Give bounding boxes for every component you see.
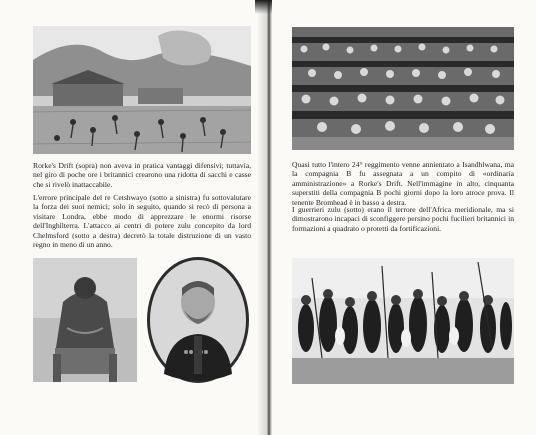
cetshwayo-portrait xyxy=(33,258,137,382)
caption-24th-regiment xyxy=(292,160,514,207)
right-page xyxy=(272,0,536,435)
caption-zulu-warriors xyxy=(292,205,514,233)
caption-cetshwayo-chelmsford xyxy=(33,193,251,249)
left-page xyxy=(0,0,266,435)
caption-regiment-text: Quasi tutto l'intero 24° reggimento venne annientato a Isandhlwana, ma la compagnia B fu assegnata a un compito di «ordinaria amministrazione» a Rorke's Drift. Nell'immagine in alto, cinquanta superstiti della compagnia B pochi giorni dopo la loro atroce prova. Il tenente Bromhead è in basso a destra. xyxy=(292,160,514,207)
rorkes-drift-engraving xyxy=(33,26,251,154)
caption-cetshwayo-text: L'errore principale del re Cetshwayo (sotto a sinistra) fu sottovalutare la forza dei suoi nemici; solo in seguito, quando si recò di persona a visitare Londra, ebbe modo di apprezzare le enormi risorse dell'Inghilterra. L'attacco ai centri di potere zulu concepito da lord Chelmsford (sotto a destra) decretò la totale distruzione di un vasto regno in meno di un anno. xyxy=(33,193,251,250)
zulu-warriors-photo xyxy=(292,258,514,384)
caption-rorkes-drift xyxy=(33,161,251,189)
caption-warriors-text: I guerrieri zulu (sotto) erano il terrore dell'Africa meridionale, ma si dimostrarono incapaci di sconfiggere persino pochi fucilieri britannici in formazioni a quadrato o protetti da fortificazioni. xyxy=(292,205,514,233)
caption-rorkes-drift-text: Rorke's Drift (sopra) non aveva in pratica vantaggi difensivi; tuttavia, nel giro di poche ore i britannici crearono una ridotta di sacchi e casse che si rivelò inattaccabile. xyxy=(33,161,251,189)
lord-chelmsford-portrait xyxy=(146,256,250,384)
company-b-survivors-photo xyxy=(292,27,514,150)
